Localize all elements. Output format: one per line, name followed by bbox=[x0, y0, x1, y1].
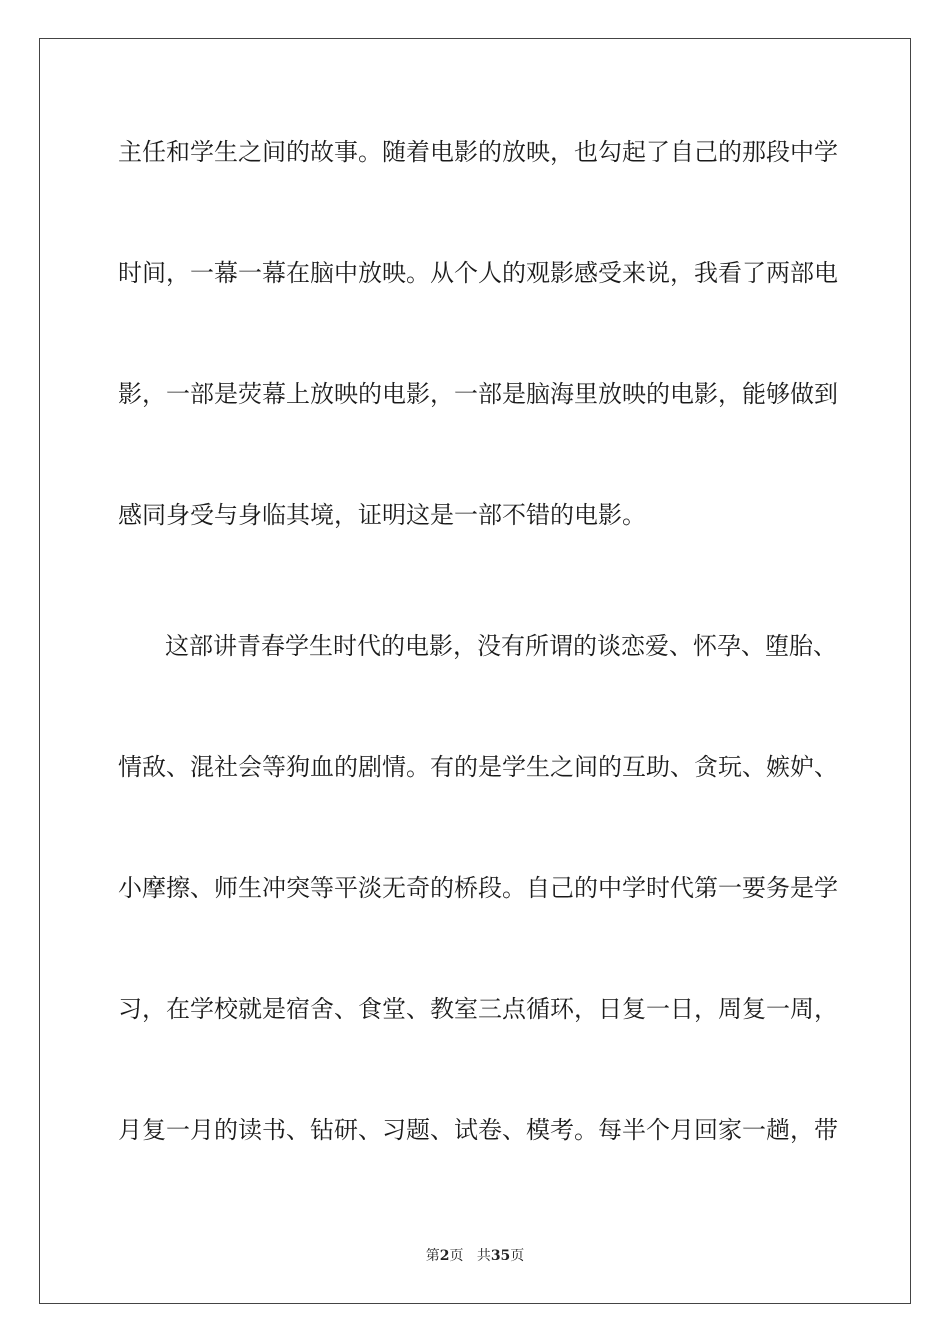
text-line: 时间，一幕一幕在脑中放映。从个人的观影感受来说，我看了两部电 bbox=[118, 259, 838, 287]
page-prefix: 第 bbox=[425, 1248, 440, 1264]
text-line: 这部讲青春学生时代的电影，没有所谓的谈恋爱、怀孕、堕胎、 bbox=[165, 632, 837, 660]
text-line: 主任和学生之间的故事。随着电影的放映，也勾起了自己的那段中学 bbox=[118, 138, 838, 166]
total-pages: 35 bbox=[490, 1248, 511, 1264]
text-line: 月复一月的读书、钻研、习题、试卷、模考。每半个月回家一趟，带 bbox=[118, 1116, 838, 1144]
page-suffix: 页 bbox=[449, 1248, 464, 1264]
total-prefix: 共 bbox=[476, 1248, 491, 1264]
total-suffix: 页 bbox=[510, 1248, 525, 1264]
text-line: 情敌、混社会等狗血的剧情。有的是学生之间的互助、贪玩、嫉妒、 bbox=[118, 753, 838, 781]
text-line: 小摩擦、师生冲突等平淡无奇的桥段。自己的中学时代第一要务是学 bbox=[118, 874, 838, 902]
text-line: 习，在学校就是宿舍、食堂、教室三点循环，日复一日，周复一周， bbox=[118, 995, 838, 1023]
page-footer bbox=[0, 1246, 950, 1266]
text-line: 感同身受与身临其境，证明这是一部不错的电影。 bbox=[118, 501, 646, 529]
text-line: 影，一部是荧幕上放映的电影，一部是脑海里放映的电影，能够做到 bbox=[118, 380, 838, 408]
page-number: 2 bbox=[439, 1248, 450, 1264]
